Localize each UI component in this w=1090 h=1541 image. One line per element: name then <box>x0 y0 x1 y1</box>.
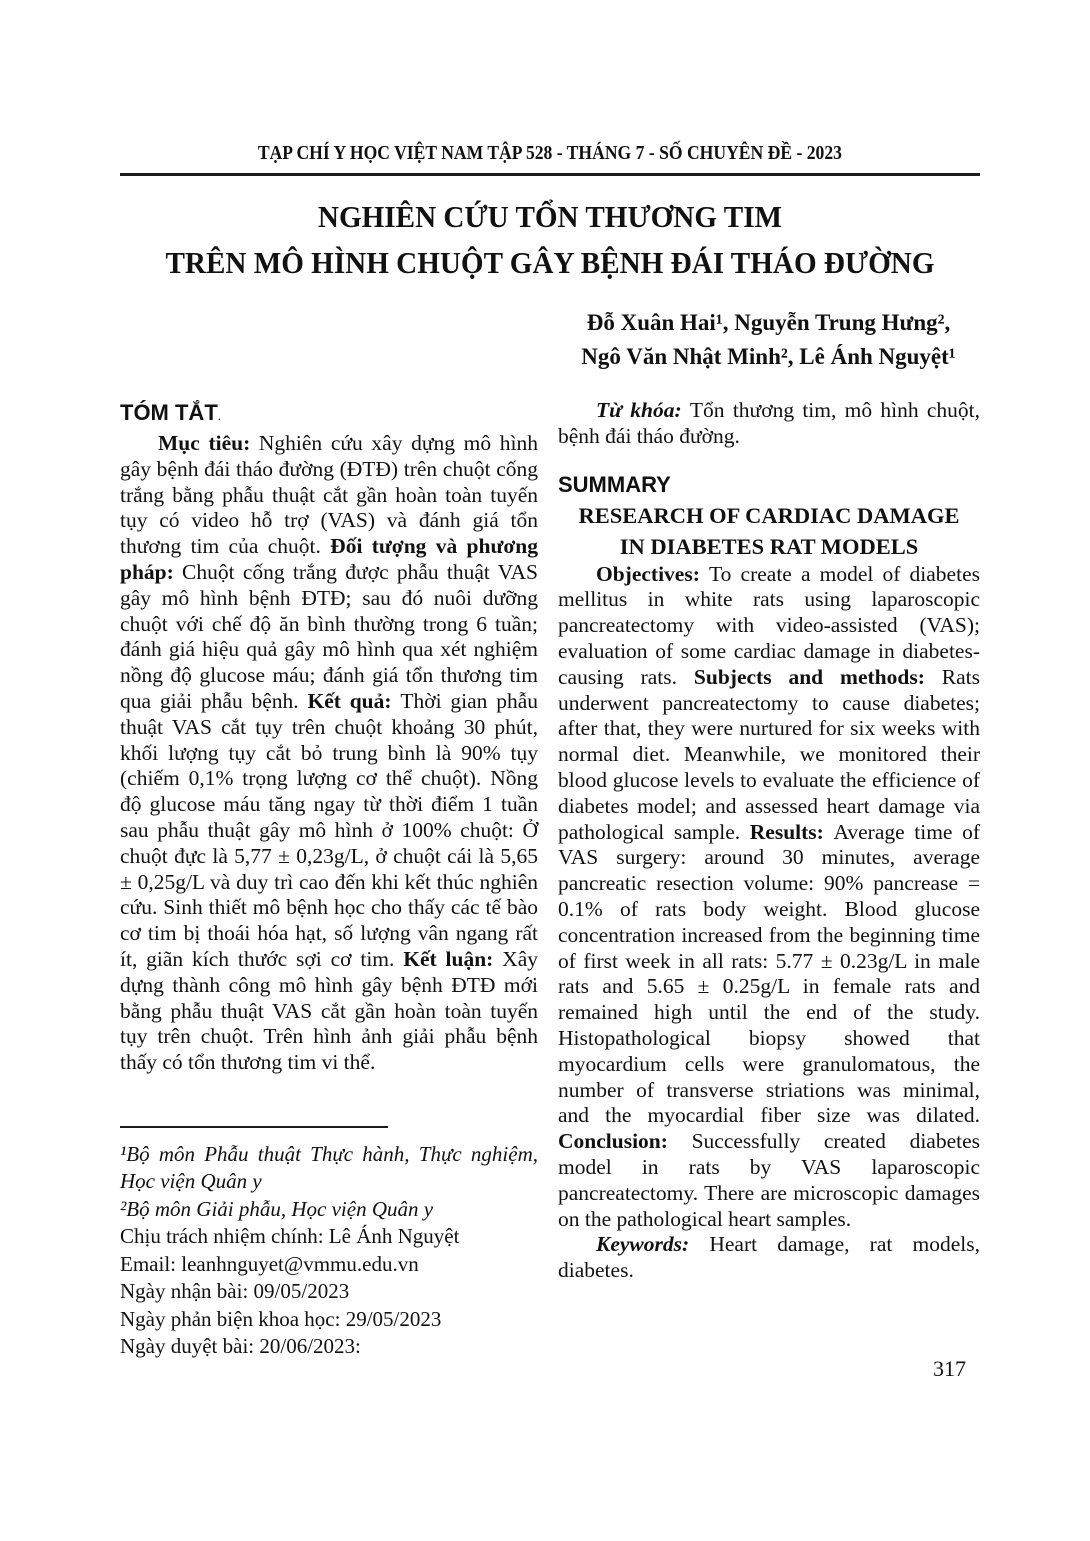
approved-date-line: Ngày duyệt bài: 20/06/2023: <box>120 1334 361 1359</box>
authors-line-2: Ngô Văn Nhật Minh², Lê Ánh Nguyệt¹ <box>581 344 956 369</box>
article-title-line-2: TRÊN MÔ HÌNH CHUỘT GÂY BỆNH ĐÁI THÁO ĐƯỜNG <box>165 245 935 280</box>
english-title: RESEARCH OF CARDIAC DAMAGE IN DIABETES RAT MODELS <box>578 502 960 559</box>
abstract-paragraph: Mục tiêu: Nghiên cứu xây dựng mô hình gây bệnh đái tháo đường (ĐTĐ) trên chuột cống trắng bằng phẫu thuật cắt gần hoàn toàn tuyến tụy có video hỗ trợ (VAS) và đánh giá tổn thương tim của chuột. Đối tượng và phương pháp: Chuột cống trắng được phẫu thuật VAS gây mô hình bệnh ĐTĐ; sau đó nuôi dưỡng chuột với chế độ ăn bình thường trong 6 tuần; đánh giá hiệu quả gây mô hình qua xét nghiệm nồng độ glucose máu; đánh giá tổn thương tim qua giải phẫu bệnh. Kết quả: Thời gian phẫu thuật VAS cắt tụy trên chuột khoảng 30 phút, khối lượng tụy cắt bỏ trung bình là 90% tụy (chiếm 0,1% trọng lượng cơ thể chuột). Nồng độ glucose máu tăng ngay từ thời điểm 1 tuần sau phẫu thuật gây mô hình ở 100% chuột: Ở chuột đực là 5,77 ± 0,23g/L, ở chuột cái là 5,65 ± 0,25g/L và duy trì cao đến khi kết thúc nghiên cứu. Sinh thiết mô bệnh học cho thấy các tế bào cơ tim bị thoái hóa hạt, số lượng vân ngang rất ít, giãn kích thước sợi cơ tim. Kết luận: Xây dựng thành công mô hình gây bệnh ĐTĐ mới bằng phẫu thuật VAS cắt gần hoàn toàn tuyến tụy trên chuột. Trên hình ảnh giải phẫu bệnh thấy có tổn thương tim vi thể. <box>120 431 544 1075</box>
affiliation-1: ¹Bộ môn Phẫu thuật Thực hành, Thực nghiệm, Học viện Quân y <box>120 1141 538 1194</box>
correspondence-line: Chịu trách nhiệm chính: Lê Ánh Nguyệt <box>120 1224 460 1249</box>
keywords-en-paragraph: Keywords: Heart damage, rat models, diabetes. <box>558 1232 986 1283</box>
received-date-line: Ngày nhận bài: 09/05/2023 <box>120 1279 350 1304</box>
email-line: Email: leanhnguyet@vmmu.edu.vn <box>120 1251 419 1276</box>
affiliation-2: ²Bộ môn Giải phẫu, Học viện Quân y <box>120 1196 434 1221</box>
journal-running-head <box>120 140 980 176</box>
authors-block <box>557 306 980 374</box>
keywords-vi-paragraph: Từ khóa: Tổn thương tim, mô hình chuột, bệnh đái tháo đường. <box>558 398 986 448</box>
review-date-line: Ngày phản biện khoa học: 29/05/2023 <box>120 1306 442 1331</box>
abstract-heading-text: TÓM TẮT <box>120 400 218 425</box>
footnote-divider <box>120 1126 388 1128</box>
abstract-heading-dot: . <box>217 408 222 423</box>
abstract-heading <box>120 398 538 431</box>
footnote-block <box>120 1126 538 1361</box>
summary-heading: SUMMARY <box>558 471 671 497</box>
two-column-body <box>120 398 986 1361</box>
article-title-line-1: NGHIÊN CỨU TỔN THƯƠNG TIM <box>317 199 783 234</box>
right-column <box>558 398 986 1361</box>
article-title <box>120 194 980 286</box>
authors-line-1: Đỗ Xuân Hai¹, Nguyễn Trung Hưng², <box>586 310 951 335</box>
summary-paragraph: Objectives: To create a model of diabetes mellitus in white rats using laparoscopic pancreatectomy with video-assisted (VAS); evaluation of some cardiac damage in diabetes-causing rats. Subjects and methods: Rats underwent pancreatectomy to cause diabetes; after that, they were nurtured for six weeks with normal diet. Meanwhile, we monitored their blood glucose levels to evaluate the efficience of diabetes model; and assessed heart damage via pathological sample. Results: Average time of VAS surgery: around 30 minutes, average pancreatic resection volume: 90% pancrease = 0.1% of rats body weight. Blood glucose concentration increased from the beginning time of first week in all rats: 5.77 ± 0.23g/L in male rats and 5.65 ± 0.25g/L in female rats and remained high until the end of the study. Histopathological biopsy showed that myocardium cells were granulomatous, the number of transverse striations was minimal, and the myocardial fiber size was dilated. Conclusion: Successfully created diabetes model in rats by VAS laparoscopic pancreatectomy. There are microscopic damages on the pathological heart samples. <box>558 561 986 1231</box>
left-column <box>120 398 544 1361</box>
page-number: 317 <box>933 1356 966 1381</box>
journal-running-head-text: TẠP CHÍ Y HỌC VIỆT NAM TẬP 528 - THÁNG 7 - SỐ CHUYÊN ĐỀ - 2023 <box>257 142 843 164</box>
